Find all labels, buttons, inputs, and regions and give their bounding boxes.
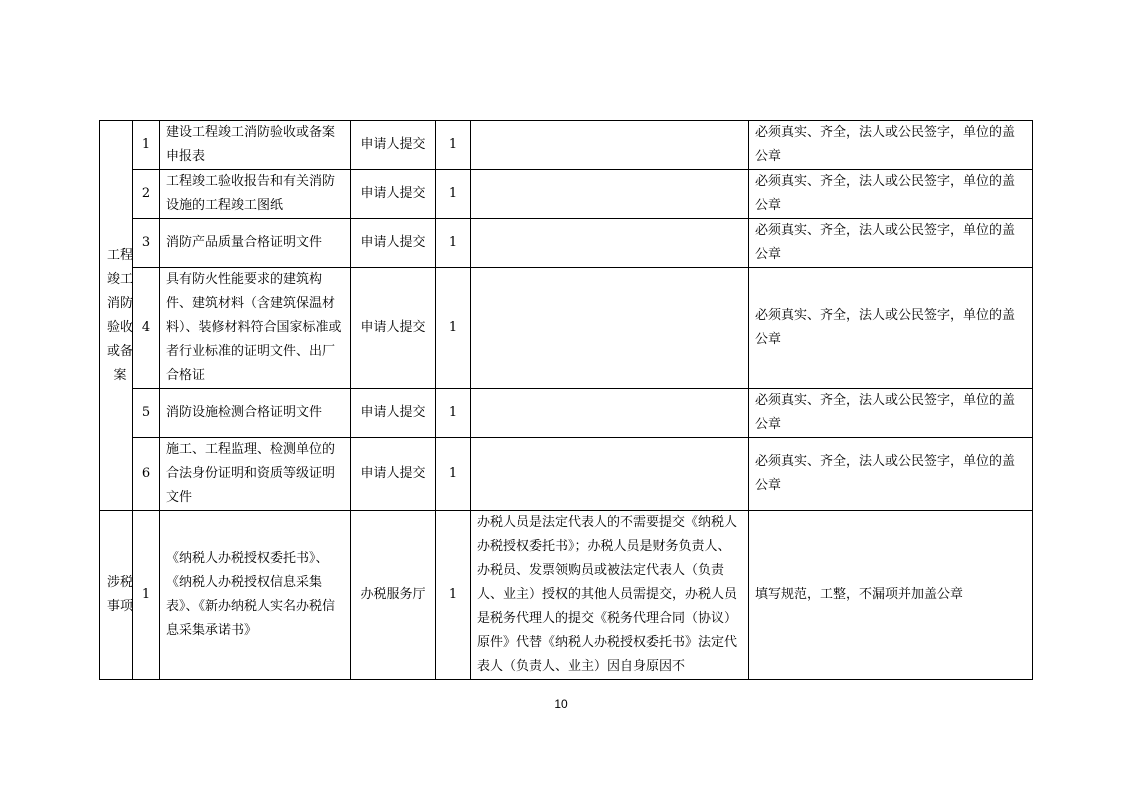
copy-count: 1 — [436, 219, 471, 268]
table-row — [100, 511, 1033, 680]
row-number: 4 — [133, 268, 160, 389]
note-cell — [471, 389, 749, 438]
material-name: 消防产品质量合格证明文件 — [160, 219, 351, 268]
category-cell — [100, 121, 133, 511]
copy-count: 1 — [436, 438, 471, 511]
requirement-cell: 必须真实、齐全，法人或公民签字，单位的盖公章 — [749, 389, 1033, 438]
material-name: 建设工程竣工消防验收或备案申报表 — [160, 121, 351, 170]
material-source: 申请人提交 — [351, 268, 436, 389]
requirement-cell: 必须真实、齐全，法人或公民签字，单位的盖公章 — [749, 121, 1033, 170]
material-name: 工程竣工验收报告和有关消防设施的工程竣工图纸 — [160, 170, 351, 219]
note-cell — [471, 438, 749, 511]
page-number: 10 — [554, 697, 568, 711]
material-source: 申请人提交 — [351, 438, 436, 511]
copy-count: 1 — [436, 511, 471, 680]
note-cell — [471, 121, 749, 170]
row-number: 1 — [133, 511, 160, 680]
copy-count: 1 — [436, 170, 471, 219]
materials-table — [99, 120, 1033, 680]
row-number: 3 — [133, 219, 160, 268]
requirement-cell: 必须真实、齐全，法人或公民签字，单位的盖公章 — [749, 219, 1033, 268]
material-source: 申请人提交 — [351, 170, 436, 219]
material-source: 申请人提交 — [351, 121, 436, 170]
row-number: 6 — [133, 438, 160, 511]
row-number: 2 — [133, 170, 160, 219]
material-name: 具有防火性能要求的建筑构件、建筑材料（含建筑保温材料）、装修材料符合国家标准或者行业标准的证明文件、出厂合格证 — [160, 268, 351, 389]
table-row — [100, 121, 1033, 170]
table-row — [100, 219, 1033, 268]
note-cell — [471, 219, 749, 268]
copy-count: 1 — [436, 389, 471, 438]
requirement-cell: 填写规范，工整，不漏项并加盖公章 — [749, 511, 1033, 680]
row-number: 5 — [133, 389, 160, 438]
table-row — [100, 170, 1033, 219]
material-name: 施工、工程监理、检测单位的合法身份证明和资质等级证明文件 — [160, 438, 351, 511]
requirement-cell: 必须真实、齐全，法人或公民签字，单位的盖公章 — [749, 268, 1033, 389]
category-label: 涉税事项 — [106, 575, 133, 614]
row-number: 1 — [133, 121, 160, 170]
copy-count: 1 — [436, 121, 471, 170]
requirement-cell: 必须真实、齐全，法人或公民签字，单位的盖公章 — [749, 438, 1033, 511]
material-name: 消防设施检测合格证明文件 — [160, 389, 351, 438]
material-name: 《纳税人办税授权委托书》、《纳税人办税授权信息采集表》、《新办纳税人实名办税信息采集承诺书》 — [160, 511, 351, 680]
material-source: 申请人提交 — [351, 219, 436, 268]
note-cell — [471, 170, 749, 219]
table-row — [100, 389, 1033, 438]
copy-count: 1 — [436, 268, 471, 389]
note-cell — [471, 268, 749, 389]
table-row — [100, 438, 1033, 511]
category-cell — [100, 511, 133, 680]
material-source: 办税服务厅 — [351, 511, 436, 680]
requirement-cell: 必须真实、齐全，法人或公民签字，单位的盖公章 — [749, 170, 1033, 219]
table-row — [100, 268, 1033, 389]
material-source: 申请人提交 — [351, 389, 436, 438]
category-label: 工程竣工消防验收或备案 — [106, 247, 133, 383]
note-cell: 办税人员是法定代表人的不需要提交《纳税人办税授权委托书》；办税人员是财务负责人、办税员、发票领购员或被法定代表人（负责人、业主）授权的其他人员需提交，办税人员是税务代理人的提交《税务代理合同（协议）原件》代替《纳税人办税授权委托书》法定代表人（负责人、业主）因自身原因不 — [471, 511, 749, 680]
